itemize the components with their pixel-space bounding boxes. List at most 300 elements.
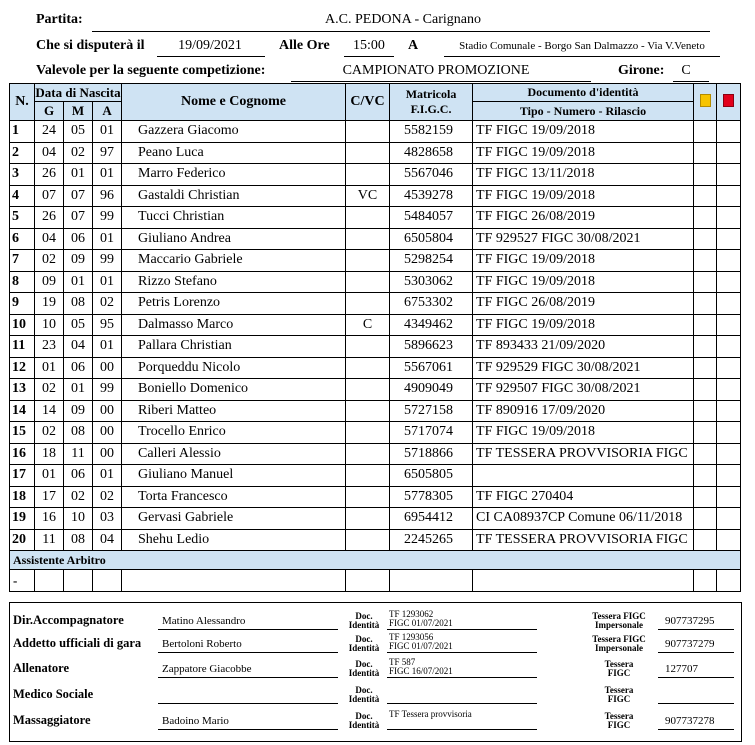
col-nome: Nome e Cognome bbox=[122, 84, 346, 121]
birth-year: 99 bbox=[93, 379, 122, 401]
table-row bbox=[10, 314, 741, 336]
table-row bbox=[10, 121, 741, 143]
birth-month: 06 bbox=[64, 465, 93, 487]
document-info: TF FIGC 19/09/2018 bbox=[473, 250, 694, 272]
player-name: Calleri Alessio bbox=[122, 443, 346, 465]
player-number: 16 bbox=[10, 443, 35, 465]
birth-day: 24 bbox=[35, 121, 64, 143]
red-card-cell bbox=[717, 121, 741, 143]
match-time: 15:00 bbox=[353, 38, 385, 53]
tessera-label-1: Tessera bbox=[604, 685, 634, 695]
tessera-label bbox=[586, 612, 652, 630]
yellow-card-cell bbox=[694, 271, 717, 293]
player-number: 3 bbox=[10, 164, 35, 186]
tessera-line bbox=[658, 729, 734, 730]
player-number: 7 bbox=[10, 250, 35, 272]
player-name: Dalmasso Marco bbox=[122, 314, 346, 336]
birth-month: 01 bbox=[64, 379, 93, 401]
tessera-number: 907737279 bbox=[665, 638, 715, 650]
birth-month: 04 bbox=[64, 336, 93, 358]
document-info: TF FIGC 19/09/2018 bbox=[473, 422, 694, 444]
captain-mark: VC bbox=[346, 185, 390, 207]
tessera-label-2: FIGC bbox=[607, 720, 631, 730]
staff-name-line bbox=[158, 652, 338, 653]
table-row bbox=[10, 422, 741, 444]
player-name: Gastaldi Christian bbox=[122, 185, 346, 207]
birth-month: 02 bbox=[64, 142, 93, 164]
time-underline bbox=[344, 56, 394, 57]
tessera-label bbox=[586, 712, 652, 730]
doc-identita-label bbox=[346, 712, 382, 730]
yellow-card-cell bbox=[694, 314, 717, 336]
birth-year: 01 bbox=[93, 271, 122, 293]
tessera-line bbox=[658, 703, 734, 704]
birth-month: 09 bbox=[64, 400, 93, 422]
player-number: 20 bbox=[10, 529, 35, 551]
tessera-label-2: Impersonale bbox=[595, 643, 643, 653]
captain-mark bbox=[346, 142, 390, 164]
matricola: 4909049 bbox=[390, 379, 473, 401]
birth-year: 00 bbox=[93, 422, 122, 444]
doc-label-2: Identità bbox=[348, 694, 380, 704]
birth-month: 11 bbox=[64, 443, 93, 465]
col-documento: Documento d'identità bbox=[473, 84, 694, 102]
document-info: TF FIGC 19/09/2018 bbox=[473, 185, 694, 207]
table-row bbox=[10, 529, 741, 551]
matricola: 2245265 bbox=[390, 529, 473, 551]
assistente-label: Assistente Arbitro bbox=[10, 551, 741, 570]
doc-label-2: Identità bbox=[348, 643, 380, 653]
staff-document bbox=[389, 710, 472, 719]
competition-underline bbox=[291, 81, 591, 82]
birth-year: 01 bbox=[93, 121, 122, 143]
birth-day: 17 bbox=[35, 486, 64, 508]
staff-name-line bbox=[158, 729, 338, 730]
doc-identita-label bbox=[346, 612, 382, 630]
partita-underline bbox=[92, 31, 710, 32]
matricola: 5582159 bbox=[390, 121, 473, 143]
col-n: N. bbox=[10, 84, 35, 121]
birth-month: 05 bbox=[64, 314, 93, 336]
staff-name: Bertoloni Roberto bbox=[162, 638, 242, 650]
matricola: 6753302 bbox=[390, 293, 473, 315]
player-name: Gervasi Gabriele bbox=[122, 508, 346, 530]
red-card-cell bbox=[717, 336, 741, 358]
birth-year: 95 bbox=[93, 314, 122, 336]
staff-role: Medico Sociale bbox=[13, 687, 94, 701]
date-underline bbox=[157, 56, 265, 57]
red-card-cell bbox=[717, 508, 741, 530]
tessera-number: 907737278 bbox=[665, 715, 715, 727]
birth-year: 04 bbox=[93, 529, 122, 551]
matricola: 5484057 bbox=[390, 207, 473, 229]
player-number: 9 bbox=[10, 293, 35, 315]
birth-month: 09 bbox=[64, 250, 93, 272]
tessera-label-1: Tessera FIGC bbox=[592, 611, 646, 621]
birth-year: 02 bbox=[93, 293, 122, 315]
staff-doc-line-1: TF 1293056 bbox=[389, 632, 434, 642]
matricola: 5896623 bbox=[390, 336, 473, 358]
player-number: 6 bbox=[10, 228, 35, 250]
birth-month: 02 bbox=[64, 486, 93, 508]
birth-month: 08 bbox=[64, 422, 93, 444]
captain-mark bbox=[346, 443, 390, 465]
table-row bbox=[10, 400, 741, 422]
red-card-cell bbox=[717, 357, 741, 379]
birth-day: 04 bbox=[35, 228, 64, 250]
document-info: TF FIGC 19/09/2018 bbox=[473, 121, 694, 143]
col-data-nascita: Data di Nascita bbox=[35, 84, 121, 100]
table-row bbox=[10, 142, 741, 164]
birth-day: 18 bbox=[35, 443, 64, 465]
staff-doc-line bbox=[387, 677, 537, 678]
yellow-card-cell bbox=[694, 164, 717, 186]
player-number: 8 bbox=[10, 271, 35, 293]
doc-label-2: Identità bbox=[348, 668, 380, 678]
girone-underline bbox=[673, 81, 709, 82]
document-info: TF FIGC 13/11/2018 bbox=[473, 164, 694, 186]
player-number: 1 bbox=[10, 121, 35, 143]
matricola: 4349462 bbox=[390, 314, 473, 336]
yellow-card-cell bbox=[694, 486, 717, 508]
red-card-cell bbox=[717, 379, 741, 401]
captain-mark: C bbox=[346, 314, 390, 336]
assistente-row bbox=[10, 551, 741, 570]
captain-mark bbox=[346, 271, 390, 293]
captain-mark bbox=[346, 228, 390, 250]
player-number: 12 bbox=[10, 357, 35, 379]
table-row bbox=[10, 336, 741, 358]
birth-day: 09 bbox=[35, 271, 64, 293]
yellow-card-icon bbox=[700, 94, 711, 107]
matricola: 5778305 bbox=[390, 486, 473, 508]
captain-mark bbox=[346, 207, 390, 229]
tessera-label bbox=[586, 660, 652, 678]
tessera-label bbox=[586, 686, 652, 704]
tessera-label-2: Impersonale bbox=[595, 620, 643, 630]
document-info: TF 893433 21/09/2020 bbox=[473, 336, 694, 358]
doc-label-1: Doc. bbox=[355, 634, 373, 644]
matricola: 6505805 bbox=[390, 465, 473, 487]
staff-doc-line bbox=[387, 652, 537, 653]
yellow-card-cell bbox=[694, 508, 717, 530]
doc-label-1: Doc. bbox=[355, 711, 373, 721]
matricola: 4539278 bbox=[390, 185, 473, 207]
document-info: TF FIGC 26/08/2019 bbox=[473, 293, 694, 315]
doc-identita-label bbox=[346, 686, 382, 704]
player-name: Porqueddu Nicolo bbox=[122, 357, 346, 379]
birth-month: 01 bbox=[64, 271, 93, 293]
doc-label-2: Identità bbox=[348, 620, 380, 630]
staff-name: Zappatore Giacobbe bbox=[162, 663, 252, 675]
birth-month: 07 bbox=[64, 185, 93, 207]
captain-mark bbox=[346, 357, 390, 379]
col-cvc: C/VC bbox=[346, 84, 390, 121]
birth-day: 26 bbox=[35, 207, 64, 229]
birth-day: 16 bbox=[35, 508, 64, 530]
yellow-card-cell bbox=[694, 529, 717, 551]
staff-doc-line-1: TF 1293062 bbox=[389, 609, 434, 619]
venue-value: Stadio Comunale - Borgo San Dalmazzo - Via V.Veneto bbox=[459, 40, 705, 52]
document-info: TF FIGC 19/09/2018 bbox=[473, 142, 694, 164]
staff-name: Badoino Mario bbox=[162, 715, 229, 727]
birth-month: 10 bbox=[64, 508, 93, 530]
birth-year: 03 bbox=[93, 508, 122, 530]
yellow-card-cell bbox=[694, 121, 717, 143]
col-matricola-1: Matricola bbox=[405, 87, 457, 101]
table-row bbox=[10, 250, 741, 272]
player-number: 19 bbox=[10, 508, 35, 530]
yellow-card-cell bbox=[694, 400, 717, 422]
red-card-cell bbox=[717, 142, 741, 164]
table-row bbox=[10, 379, 741, 401]
document-info: TF FIGC 270404 bbox=[473, 486, 694, 508]
player-number: 13 bbox=[10, 379, 35, 401]
staff-section bbox=[9, 602, 742, 742]
matricola: 5567061 bbox=[390, 357, 473, 379]
col-g: G bbox=[35, 102, 64, 121]
player-number: 10 bbox=[10, 314, 35, 336]
col-yellow bbox=[694, 84, 717, 121]
partita-value: A.C. PEDONA - Carignano bbox=[325, 12, 481, 27]
matricola: 5717074 bbox=[390, 422, 473, 444]
birth-year: 99 bbox=[93, 207, 122, 229]
disputa-label: Che si disputerà il bbox=[36, 38, 145, 53]
birth-day: 11 bbox=[35, 529, 64, 551]
staff-doc-line bbox=[387, 703, 537, 704]
player-number: 18 bbox=[10, 486, 35, 508]
staff-name-line bbox=[158, 703, 338, 704]
table-row bbox=[10, 271, 741, 293]
player-number: 11 bbox=[10, 336, 35, 358]
birth-year: 97 bbox=[93, 142, 122, 164]
col-matricola-2: F.I.G.C. bbox=[410, 102, 452, 116]
document-info: TF FIGC 19/09/2018 bbox=[473, 271, 694, 293]
birth-month: 05 bbox=[64, 121, 93, 143]
valevole-label: Valevole per la seguente competizione: bbox=[36, 63, 266, 78]
staff-role: Massaggiatore bbox=[13, 713, 91, 727]
staff-doc-line-1: TF Tessera provvisoria bbox=[389, 709, 472, 719]
captain-mark bbox=[346, 422, 390, 444]
doc-label-2: Identità bbox=[348, 720, 380, 730]
red-card-icon bbox=[723, 94, 734, 107]
table-row bbox=[10, 164, 741, 186]
captain-mark bbox=[346, 164, 390, 186]
yellow-card-cell bbox=[694, 185, 717, 207]
staff-role: Allenatore bbox=[13, 661, 70, 675]
birth-day: 01 bbox=[35, 465, 64, 487]
col-matricola bbox=[390, 84, 473, 121]
tessera-label-1: Tessera bbox=[604, 711, 634, 721]
birth-day: 01 bbox=[35, 357, 64, 379]
girone-value: C bbox=[681, 63, 691, 78]
birth-day: 23 bbox=[35, 336, 64, 358]
yellow-card-cell bbox=[694, 443, 717, 465]
birth-year: 00 bbox=[93, 400, 122, 422]
document-info: TF TESSERA PROVVISORIA FIGC bbox=[473, 443, 694, 465]
staff-document bbox=[389, 658, 453, 676]
player-name: Boniello Domenico bbox=[122, 379, 346, 401]
player-name: Rizzo Stefano bbox=[122, 271, 346, 293]
yellow-card-cell bbox=[694, 228, 717, 250]
match-date: 19/09/2021 bbox=[178, 38, 242, 53]
red-card-cell bbox=[717, 164, 741, 186]
yellow-card-cell bbox=[694, 250, 717, 272]
player-name: Peano Luca bbox=[122, 142, 346, 164]
player-name: Giuliano Andrea bbox=[122, 228, 346, 250]
matricola: 5298254 bbox=[390, 250, 473, 272]
red-card-cell bbox=[717, 400, 741, 422]
birth-day: 02 bbox=[35, 422, 64, 444]
birth-year: 96 bbox=[93, 185, 122, 207]
birth-day: 14 bbox=[35, 400, 64, 422]
document-info: TF FIGC 19/09/2018 bbox=[473, 314, 694, 336]
captain-mark bbox=[346, 293, 390, 315]
birth-day: 10 bbox=[35, 314, 64, 336]
staff-doc-line bbox=[387, 729, 537, 730]
captain-mark bbox=[346, 486, 390, 508]
assistente-dash: - bbox=[10, 570, 35, 592]
staff-doc-line-2: FIGC 16/07/2021 bbox=[389, 666, 453, 676]
col-m: M bbox=[64, 102, 93, 121]
red-card-cell bbox=[717, 465, 741, 487]
table-row bbox=[10, 207, 741, 229]
birth-day: 19 bbox=[35, 293, 64, 315]
red-card-cell bbox=[717, 250, 741, 272]
yellow-card-cell bbox=[694, 142, 717, 164]
captain-mark bbox=[346, 379, 390, 401]
table-row bbox=[10, 465, 741, 487]
player-table bbox=[9, 83, 741, 592]
birth-year: 00 bbox=[93, 443, 122, 465]
tessera-label-2: FIGC bbox=[607, 668, 631, 678]
birth-day: 02 bbox=[35, 250, 64, 272]
col-a: A bbox=[93, 102, 122, 121]
birth-month: 07 bbox=[64, 207, 93, 229]
birth-day: 07 bbox=[35, 185, 64, 207]
player-number: 17 bbox=[10, 465, 35, 487]
player-number: 15 bbox=[10, 422, 35, 444]
birth-month: 01 bbox=[64, 164, 93, 186]
birth-day: 02 bbox=[35, 379, 64, 401]
staff-document bbox=[389, 633, 453, 651]
captain-mark bbox=[346, 508, 390, 530]
tessera-number: 127707 bbox=[665, 663, 698, 675]
document-info: TF 890916 17/09/2020 bbox=[473, 400, 694, 422]
player-name: Maccario Gabriele bbox=[122, 250, 346, 272]
tessera-number: 907737295 bbox=[665, 615, 715, 627]
tessera-line bbox=[658, 677, 734, 678]
doc-label-1: Doc. bbox=[355, 611, 373, 621]
birth-year: 99 bbox=[93, 250, 122, 272]
document-info: TF 929507 FIGC 30/08/2021 bbox=[473, 379, 694, 401]
matricola: 6954412 bbox=[390, 508, 473, 530]
birth-year: 00 bbox=[93, 357, 122, 379]
girone-label: Girone: bbox=[618, 63, 665, 78]
red-card-cell bbox=[717, 529, 741, 551]
red-card-cell bbox=[717, 422, 741, 444]
doc-identita-label bbox=[346, 635, 382, 653]
yellow-card-cell bbox=[694, 336, 717, 358]
table-row bbox=[10, 486, 741, 508]
staff-role: Dir.Accompagnatore bbox=[13, 613, 124, 627]
captain-mark bbox=[346, 465, 390, 487]
yellow-card-cell bbox=[694, 207, 717, 229]
player-name: Trocello Enrico bbox=[122, 422, 346, 444]
a-label: A bbox=[408, 38, 419, 53]
tessera-label bbox=[586, 635, 652, 653]
red-card-cell bbox=[717, 314, 741, 336]
birth-year: 01 bbox=[93, 465, 122, 487]
staff-name: Matino Alessandro bbox=[162, 615, 246, 627]
doc-label-1: Doc. bbox=[355, 685, 373, 695]
player-name: Pallara Christian bbox=[122, 336, 346, 358]
doc-identita-label bbox=[346, 660, 382, 678]
captain-mark bbox=[346, 400, 390, 422]
document-info: TF FIGC 26/08/2019 bbox=[473, 207, 694, 229]
birth-month: 08 bbox=[64, 293, 93, 315]
staff-name-line bbox=[158, 629, 338, 630]
venue-underline bbox=[444, 56, 720, 57]
player-number: 14 bbox=[10, 400, 35, 422]
birth-year: 01 bbox=[93, 336, 122, 358]
table-row bbox=[10, 293, 741, 315]
matricola: 5718866 bbox=[390, 443, 473, 465]
tessera-line bbox=[658, 629, 734, 630]
birth-year: 01 bbox=[93, 164, 122, 186]
yellow-card-cell bbox=[694, 293, 717, 315]
matricola: 5303062 bbox=[390, 271, 473, 293]
player-name: Torta Francesco bbox=[122, 486, 346, 508]
staff-doc-line-2: FIGC 01/07/2021 bbox=[389, 618, 453, 628]
staff-doc-line bbox=[387, 629, 537, 630]
captain-mark bbox=[346, 336, 390, 358]
table-row bbox=[10, 357, 741, 379]
player-name: Shehu Ledio bbox=[122, 529, 346, 551]
red-card-cell bbox=[717, 207, 741, 229]
birth-year: 01 bbox=[93, 228, 122, 250]
col-red bbox=[717, 84, 741, 121]
red-card-cell bbox=[717, 486, 741, 508]
red-card-cell bbox=[717, 443, 741, 465]
staff-document bbox=[389, 610, 453, 628]
player-name: Tucci Christian bbox=[122, 207, 346, 229]
tessera-line bbox=[658, 652, 734, 653]
ore-label: Alle Ore bbox=[279, 38, 330, 53]
player-name: Giuliano Manuel bbox=[122, 465, 346, 487]
document-info bbox=[473, 465, 694, 487]
red-card-cell bbox=[717, 185, 741, 207]
yellow-card-cell bbox=[694, 465, 717, 487]
player-number: 2 bbox=[10, 142, 35, 164]
staff-doc-line-2: FIGC 01/07/2021 bbox=[389, 641, 453, 651]
matricola: 5567046 bbox=[390, 164, 473, 186]
player-name: Petris Lorenzo bbox=[122, 293, 346, 315]
captain-mark bbox=[346, 250, 390, 272]
tessera-label-1: Tessera FIGC bbox=[592, 634, 646, 644]
staff-name-line bbox=[158, 677, 338, 678]
competition-value: CAMPIONATO PROMOZIONE bbox=[342, 63, 530, 78]
red-card-cell bbox=[717, 271, 741, 293]
yellow-card-cell bbox=[694, 422, 717, 444]
birth-year: 02 bbox=[93, 486, 122, 508]
red-card-cell bbox=[717, 293, 741, 315]
player-name: Riberi Matteo bbox=[122, 400, 346, 422]
document-info: TF TESSERA PROVVISORIA FIGC bbox=[473, 529, 694, 551]
staff-doc-line-1: TF 587 bbox=[389, 657, 416, 667]
document-info: CI CA08937CP Comune 06/11/2018 bbox=[473, 508, 694, 530]
yellow-card-cell bbox=[694, 379, 717, 401]
